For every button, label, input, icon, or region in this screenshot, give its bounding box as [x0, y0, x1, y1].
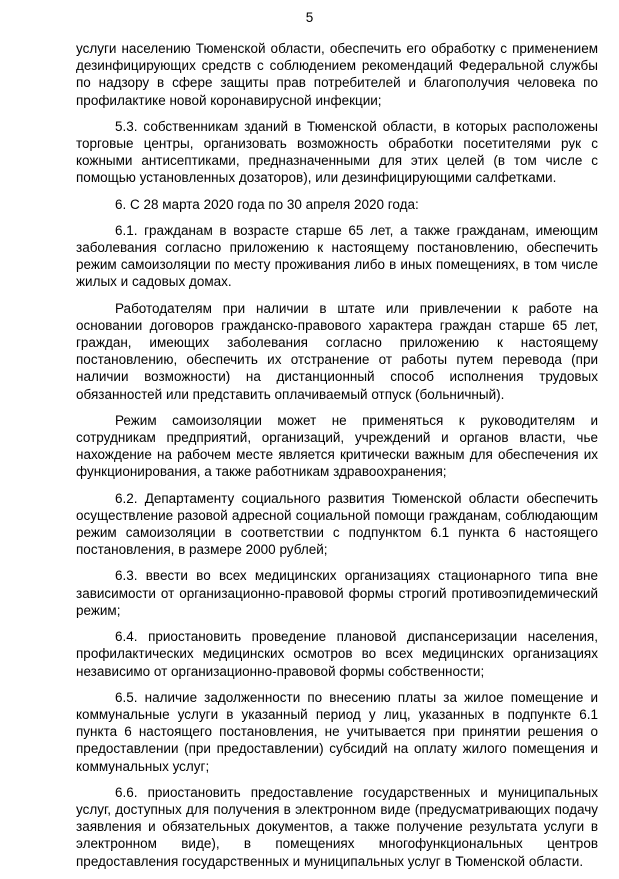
paragraph-6-4: 6.4. приостановить проведение плановой диспансеризации населения, профилактических медицинских осмотров во всех медицинских организациях независимо от организационно-правовой формы собственности; [76, 629, 598, 679]
paragraph-6-6: 6.6. приостановить предоставление государственных и муниципальных услуг, доступных для получения в электронном виде (предусматривающих подачу заявления и обязательных документов, а также получение результата услуги в электронном виде), в помещениях многофункциональных центров предоставления государственных и муниципальных услуг в Тюменской области. [76, 784, 598, 869]
paragraph-6-5: 6.5. наличие задолженности по внесению платы за жилое помещение и коммунальные услуги в указанный период у лиц, указанных в подпункте 6.1 пункта 6 настоящего постановления, не учитывается при принятии решения о предоставлении (при предоставлении) субсидий на оплату жилого помещения и коммунальных услуг; [76, 689, 598, 774]
paragraph-5-3: 5.3. собственникам зданий в Тюменской области, в которых расположены торговые центры, организовать возможность обработки посетителями рук с кожными антисептиками, предназначенными для этих целей (в том числе с помощью установленных дозаторов), или дезинфицирующими салфетками. [76, 118, 598, 186]
page-number: 5 [305, 10, 314, 25]
paragraph-6-1: 6.1. гражданам в возрасте старше 65 лет, а также гражданам, имеющим заболевания согласно приложению к настоящему постановлению, обеспечить режим самоизоляции по месту проживания либо в иных помещениях, в том числе жилых и садовых домах. [76, 222, 598, 290]
paragraph-self-isolation-exceptions: Режим самоизоляции может не применяться к руководителям и сотрудникам предприятий, организаций, учреждений и органов власти, чье нахождение на рабочем месте является критически важным для обеспечения их функционирования, а также работникам здравоохранения; [76, 412, 598, 480]
document-body [76, 40, 598, 879]
paragraph-6-2: 6.2. Департаменту социального развития Тюменской области обеспечить осуществление разовой адресной социальной помощи гражданам, соблюдающим режим самоизоляции в соответствии с подпунктом 6.1 пункта 6 настоящего постановления, в размере 2000 рублей; [76, 490, 598, 558]
paragraph-employers: Работодателям при наличии в штате или привлечении к работе на основании договоров гражданско-правового характера граждан старше 65 лет, граждан, имеющих заболевания согласно приложению к настоящему постановлению, обеспечить их отстранение от работы путем перевода (при наличии возможности) на дистанционный способ исполнения трудовых обязанностей или представить оплачиваемый отпуск (больничный). [76, 300, 598, 402]
paragraph-6-3: 6.3. ввести во всех медицинских организациях стационарного типа вне зависимости от организационно-правовой формы строгий противоэпидемический режим; [76, 568, 598, 618]
paragraph-continuation: услуги населению Тюменской области, обеспечить его обработку с применением дезинфицирующих средств с соблюдением рекомендаций Федеральной службы по надзору в сфере защиты прав потребителей и благополучия человека по профилактике новой коронавирусной инфекции; [76, 41, 598, 108]
paragraph-6: 6. С 28 марта 2020 года по 30 апреля 2020 года: [115, 196, 419, 212]
